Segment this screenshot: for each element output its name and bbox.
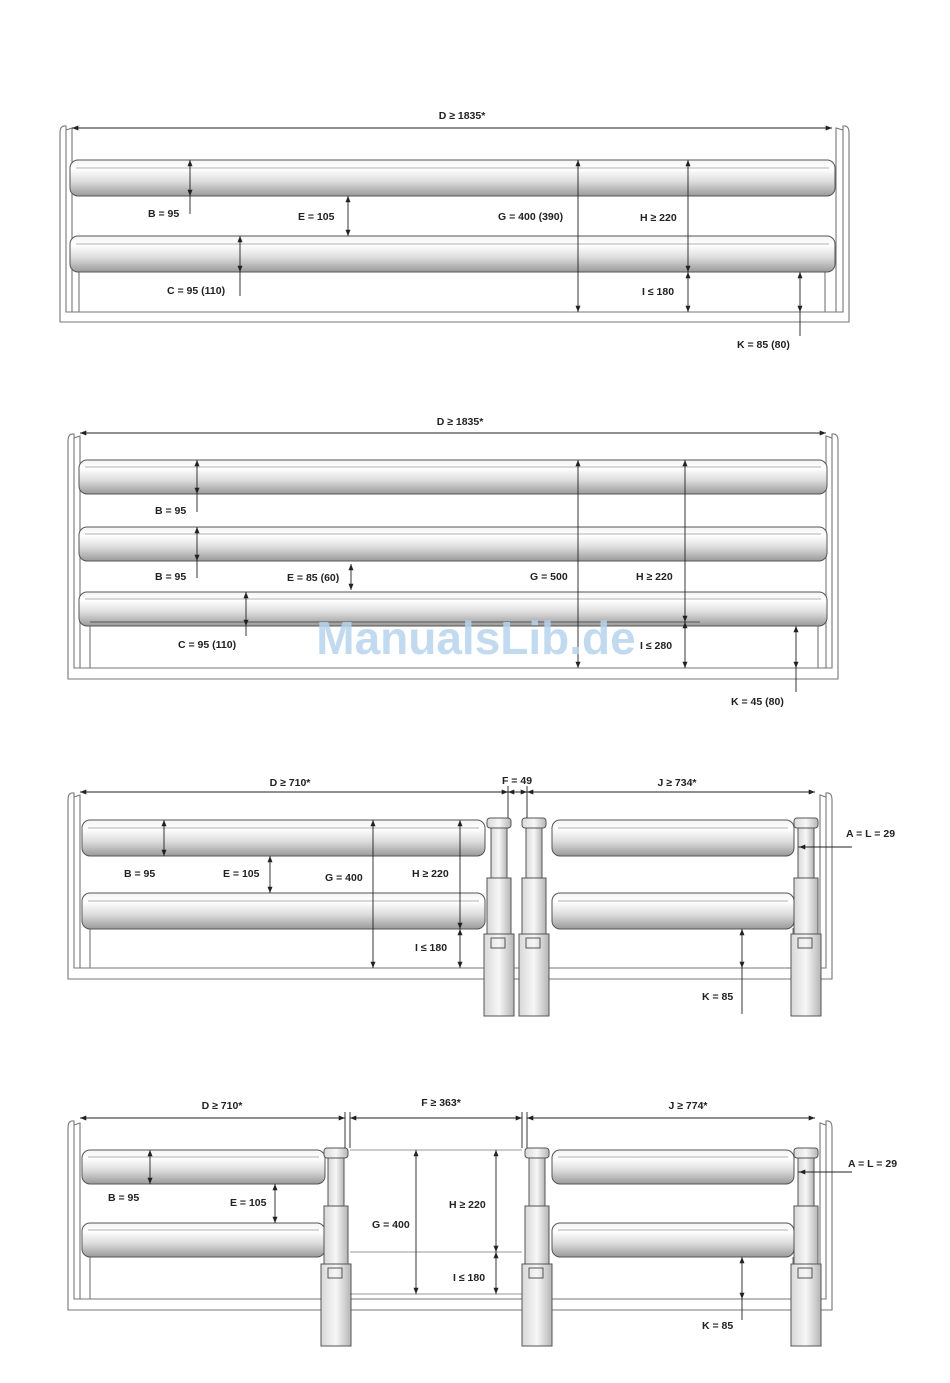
lifting-post-middle [522, 1148, 552, 1346]
bar-left-bottom [82, 893, 485, 929]
label-j: J ≥ 774* [668, 1100, 708, 1112]
label-k: K = 45 (80) [731, 696, 784, 708]
bar-left-top [82, 1150, 325, 1184]
label-a-l: A = L = 29 [848, 1158, 898, 1170]
diagram-4 [68, 1097, 897, 1346]
label-d: D ≥ 710* [269, 777, 311, 789]
bed-frame [68, 1121, 832, 1310]
label-b: B = 95 [124, 868, 156, 880]
label-g: G = 400 [325, 872, 363, 884]
label-d: D ≥ 1835* [436, 416, 484, 428]
label-c: C = 95 (110) [178, 639, 237, 651]
bar-left-bottom [82, 1223, 325, 1257]
watermark: ManualsLib.de [316, 612, 636, 664]
lifting-post-left [321, 1148, 351, 1346]
label-k: K = 85 [702, 991, 734, 1003]
label-b: B = 95 [148, 208, 180, 220]
diagram-1 [60, 110, 849, 351]
lifting-post-left [484, 818, 514, 1016]
label-a-l: A = L = 29 [846, 828, 896, 840]
label-f: F ≥ 363* [421, 1097, 461, 1109]
bar-left-top [82, 820, 485, 856]
label-h: H ≥ 220 [636, 571, 673, 583]
label-e: E = 105 [298, 211, 335, 223]
bar-top [79, 460, 827, 494]
label-e: E = 85 (60) [287, 572, 340, 584]
bar-right-bottom [552, 1223, 794, 1257]
label-b: B = 95 [108, 1192, 140, 1204]
label-i: I ≤ 180 [415, 942, 448, 954]
label-h: H ≥ 220 [449, 1199, 486, 1211]
label-g: G = 400 (390) [498, 211, 564, 223]
label-h: H ≥ 220 [640, 212, 677, 224]
label-c: C = 95 (110) [167, 285, 226, 297]
label-g: G = 500 [530, 571, 568, 583]
lifting-post-right [791, 1148, 821, 1346]
bar-bottom [70, 236, 835, 272]
label-k: K = 85 [702, 1320, 734, 1332]
label-b-1: B = 95 [155, 505, 187, 517]
label-k: K = 85 (80) [737, 339, 790, 351]
bar-right-top [552, 820, 794, 856]
label-e: E = 105 [223, 868, 260, 880]
label-h: H ≥ 220 [412, 868, 449, 880]
label-i: I ≤ 180 [453, 1272, 486, 1284]
label-f: F = 49 [501, 775, 533, 787]
diagram-3 [68, 775, 895, 1016]
label-g: G = 400 [372, 1219, 410, 1231]
label-b-2: B = 95 [155, 571, 187, 583]
label-d: D ≥ 710* [201, 1100, 243, 1112]
diagram-2 [68, 416, 838, 708]
label-d: D ≥ 1835* [438, 110, 486, 122]
label-i: I ≤ 280 [640, 640, 673, 652]
label-i: I ≤ 180 [642, 286, 675, 298]
label-e: E = 105 [230, 1197, 267, 1209]
lifting-post-middle [519, 818, 549, 1016]
bar-top [70, 160, 835, 196]
bar-right-top [552, 1150, 794, 1184]
label-j: J ≥ 734* [657, 777, 697, 789]
bar-middle [79, 527, 827, 561]
bar-right-bottom [552, 893, 794, 929]
lifting-post-right [791, 818, 821, 1016]
